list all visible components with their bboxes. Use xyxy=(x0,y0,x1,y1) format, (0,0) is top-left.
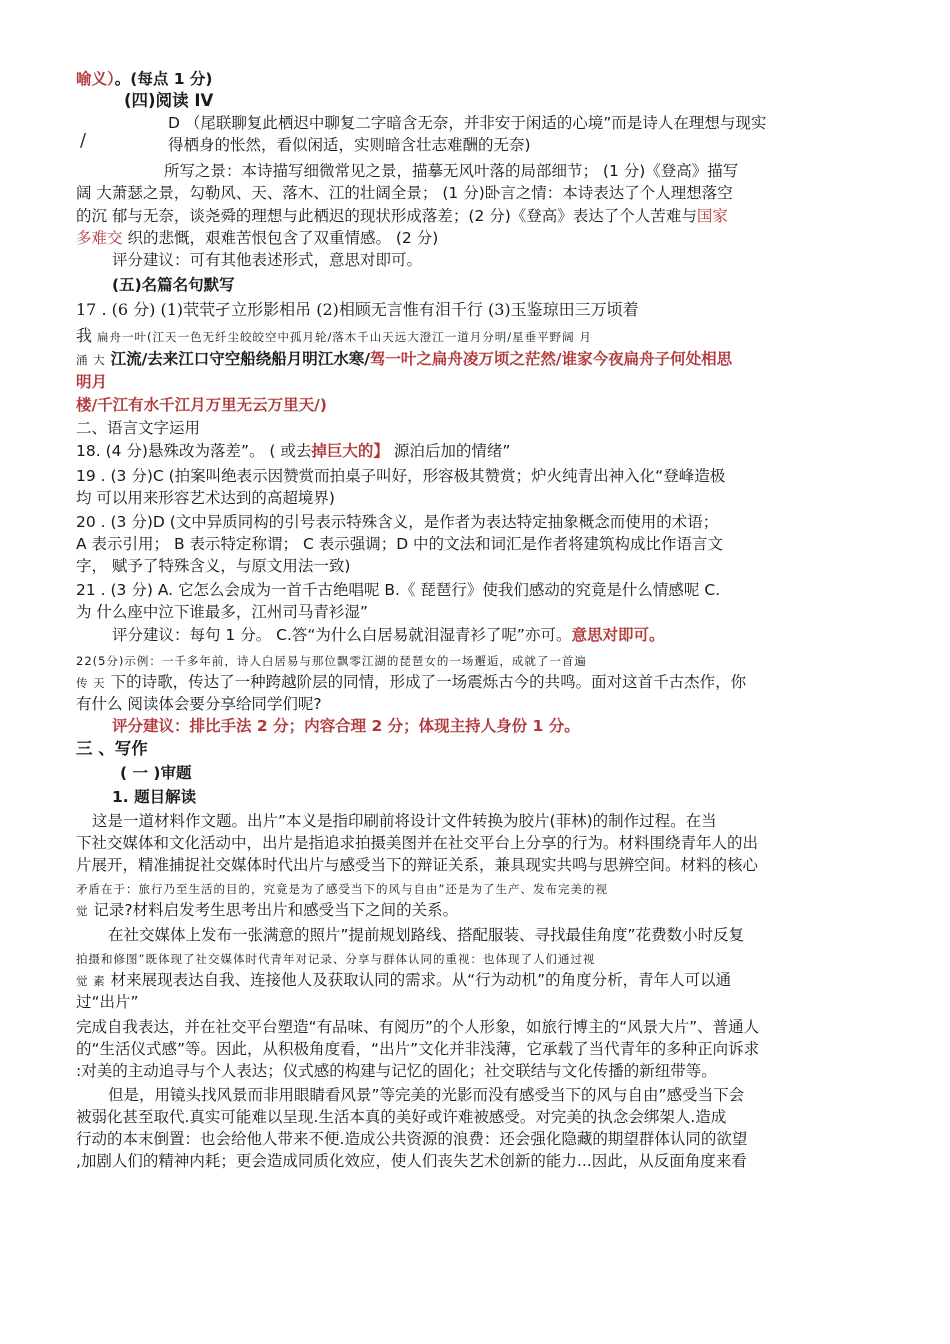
essay-para-1-line-2: 下社交媒体和文化活动中，出片是指追求拍摄美图并在社交平台上分享的行为。材料围绕青年人的出 xyxy=(76,834,759,852)
scoring-note-3: 评分建议：排比手法 2 分；内容合理 2 分；体现主持人身份 1 分。 xyxy=(112,717,580,735)
stray-slash-mark: / xyxy=(80,130,87,151)
scoring-note-1: 评分建议：可有其他表述形式，意思对即可。 xyxy=(112,251,423,269)
essay-para-3-line-3: 行动的本末倒置：也会给他人带来不便.造成公共资源的浪费：还会强化隐藏的期望群体认同的欲望 xyxy=(76,1130,748,1148)
section-heading-famous-lines: (五)名篇名句默写 xyxy=(112,276,235,294)
q17-line-4: 明月 xyxy=(76,373,108,391)
q20-line-3: 字， 赋予了特殊含义，与原文用法一致) xyxy=(76,557,351,575)
q21-answer: 21 . (3 分) A. 它怎么会成为一首千古绝唱呢 B.《 琵琶行》使我们感动的究竟是什么情感呢 C. xyxy=(76,581,721,599)
essay-para-1-line-3: 片展开，精准捕捉社交媒体时代出片与感受当下的辩证关系，兼具现实共鸣与思辨空间。材料的核心 xyxy=(76,856,759,874)
essay-para-2-line-3: 觉 素 材来展现表达自我、连接他人及获取认同的需求。从“行为动机”的角度分析，青年人可以通 xyxy=(76,971,732,989)
section-heading-reading-iv: (四)阅读 IV xyxy=(124,91,214,110)
q20-answer: 20 . (3 分)D (文中异质同构的引号表示特殊含义，是作者为表达特定抽象概念而使用的术语； xyxy=(76,513,719,531)
essay-para-1-line-1: 这是一道材料作文题。出片”本义是指印刷前将设计文件转换为胶片(菲林)的制作过程。在当 xyxy=(92,812,717,830)
essay-para-1-line-5: 觉 记录?材料启发考生思考出片和感受当下之间的关系。 xyxy=(76,901,459,919)
q21-line-2: 为 什么座中泣下谁最多，江州司马青衫湿” xyxy=(76,603,368,621)
q22-answer: 22(5分)示例：一千多年前，诗人白居易与那位飘零江湖的琵琶女的一场邂逅，成就了一首遍 xyxy=(76,654,587,668)
subheading-topic-review: ( 一 )审题 xyxy=(120,764,192,782)
q17-line-3: 涌 大 江流/去来江口守空船绕船月明江水寒/驾一叶之扁舟凌万顷之茫然/谁家今夜扁舟子何处相思 xyxy=(76,350,733,368)
q17-answer: 17 . (6 分) (1)茕茕孑立形影相吊 (2)相顾无言惟有泪千行 (3)玉鉴琼田三万顷着 xyxy=(76,300,639,319)
subheading-topic-interpretation: 1. 题目解读 xyxy=(112,788,197,806)
q18-answer: 18. (4 分)悬殊改为落差”。 ( 或去掉巨大的】 源泊后加的情绪” xyxy=(76,442,511,460)
scoring-note-2: 评分建议：每句 1 分。 C.答“为什么白居易就泪湿青衫了呢”亦可。意思对即可。 xyxy=(112,626,665,644)
line-4: 得栖身的怅然，看似闲适，实则暗含壮志难酬的无奈) xyxy=(168,136,531,154)
q19-line-2: 均 可以用来形容艺术达到的高超境界) xyxy=(76,489,335,507)
essay-para-3-line-1: 但是，用镜头找风景而非用眼睛看风景”等完美的光影而没有感受当下的风与自由”感受当下会 xyxy=(108,1086,745,1104)
essay-para-3-line-4: ,加剧人们的精神内耗；更会造成同质化效应，使人们丧失艺术创新的能力...因此，从反面角度来看 xyxy=(76,1152,747,1170)
line-8: 多难交 织的悲慨，艰难苦恨包含了双重情感。 (2 分) xyxy=(76,229,439,247)
q17-line-2: 我 扁舟一叶(江天一色无纤尘皎皎空中孤月轮/落木千山天远大澄江一道月分明/星垂平野阔 月 xyxy=(76,326,592,345)
essay-para-3-line-2: 被弱化甚至取代.真实可能难以呈现.生活本真的美好或许难被感受。对完美的执念会绑架人.造成 xyxy=(76,1108,727,1126)
essay-para-1-line-4: 矛盾在于：旅行乃至生活的目的，究竟是为了感受当下的风与自由”还是为了生产、发布完美的视 xyxy=(76,882,608,896)
q20-line-2: A 表示引用； B 表示特定称谓； C 表示强调；D 中的文法和词汇是作者将建筑构成比作语言文 xyxy=(76,535,724,553)
q22-line-2: 传 天 下的诗歌，传达了一种跨越阶层的同情，形成了一场震烁古今的共鸣。面对这首千古杰作，你 xyxy=(76,673,747,691)
essay-para-2-line-4: 过“出片” xyxy=(76,993,139,1011)
q22-line-3: 有什么 阅读体会要分享给同学们呢? xyxy=(76,695,322,713)
essay-para-2-line-6: 的“生活仪式感”等。因此，从积极角度看，“出片”文化并非浅薄，它承载了当代青年的多种正向诉求 xyxy=(76,1040,760,1058)
line-1: 喻义）。(每点 1 分) xyxy=(76,70,213,88)
q19-answer: 19 . (3 分)C (拍案叫绝表示因赞赏而拍桌子叫好，形容极其赞赏；炉火纯青出神入化“登峰造极 xyxy=(76,467,726,485)
line-6: 阔 大萧瑟之景，勾勒风、天、落木、江的壮阔全景； (1 分)卧言之情：本诗表达了个人理想落空 xyxy=(76,184,733,202)
essay-para-2-line-1: 在社交媒体上发布一张满意的照片”提前规划路线、搭配服装、寻找最佳角度”花费数小时反复 xyxy=(108,926,745,944)
q17-line-5: 楼/千江有水千江月万里无云万里天/) xyxy=(76,396,327,414)
line-5: 所写之景：本诗描写细微常见之景，描摹无风叶落的局部细节； (1 分)《登高》描写 xyxy=(164,162,739,180)
essay-para-2-line-5: 完成自我表达，并在社交平台塑造“有品味、有阅历”的个人形象，如旅行博主的“风景大片”、普通人 xyxy=(76,1018,760,1036)
essay-para-2-line-7: :对美的主动追寻与个人表达；仪式感的构建与记忆的固化；社交联结与文化传播的新纽带等。 xyxy=(76,1062,717,1080)
section-heading-language: 二、语言文字运用 xyxy=(76,419,201,437)
line-7: 的沉 郁与无奈，谈尧舜的理想与此栖迟的现状形成落差；(2 分)《登高》表达了个人苦难与国家 xyxy=(76,207,728,225)
essay-para-2-line-2: 拍摄和修图”既体现了社交媒体时代青年对记录、分享与群体认同的重视：也体现了人们通过视 xyxy=(76,952,596,966)
section-heading-writing: 三 、写作 xyxy=(76,739,148,758)
line-3: D （尾联聊复此栖迟中聊复二字暗含无奈，并非安于闲适的心境”而是诗人在理想与现实 xyxy=(168,114,767,132)
